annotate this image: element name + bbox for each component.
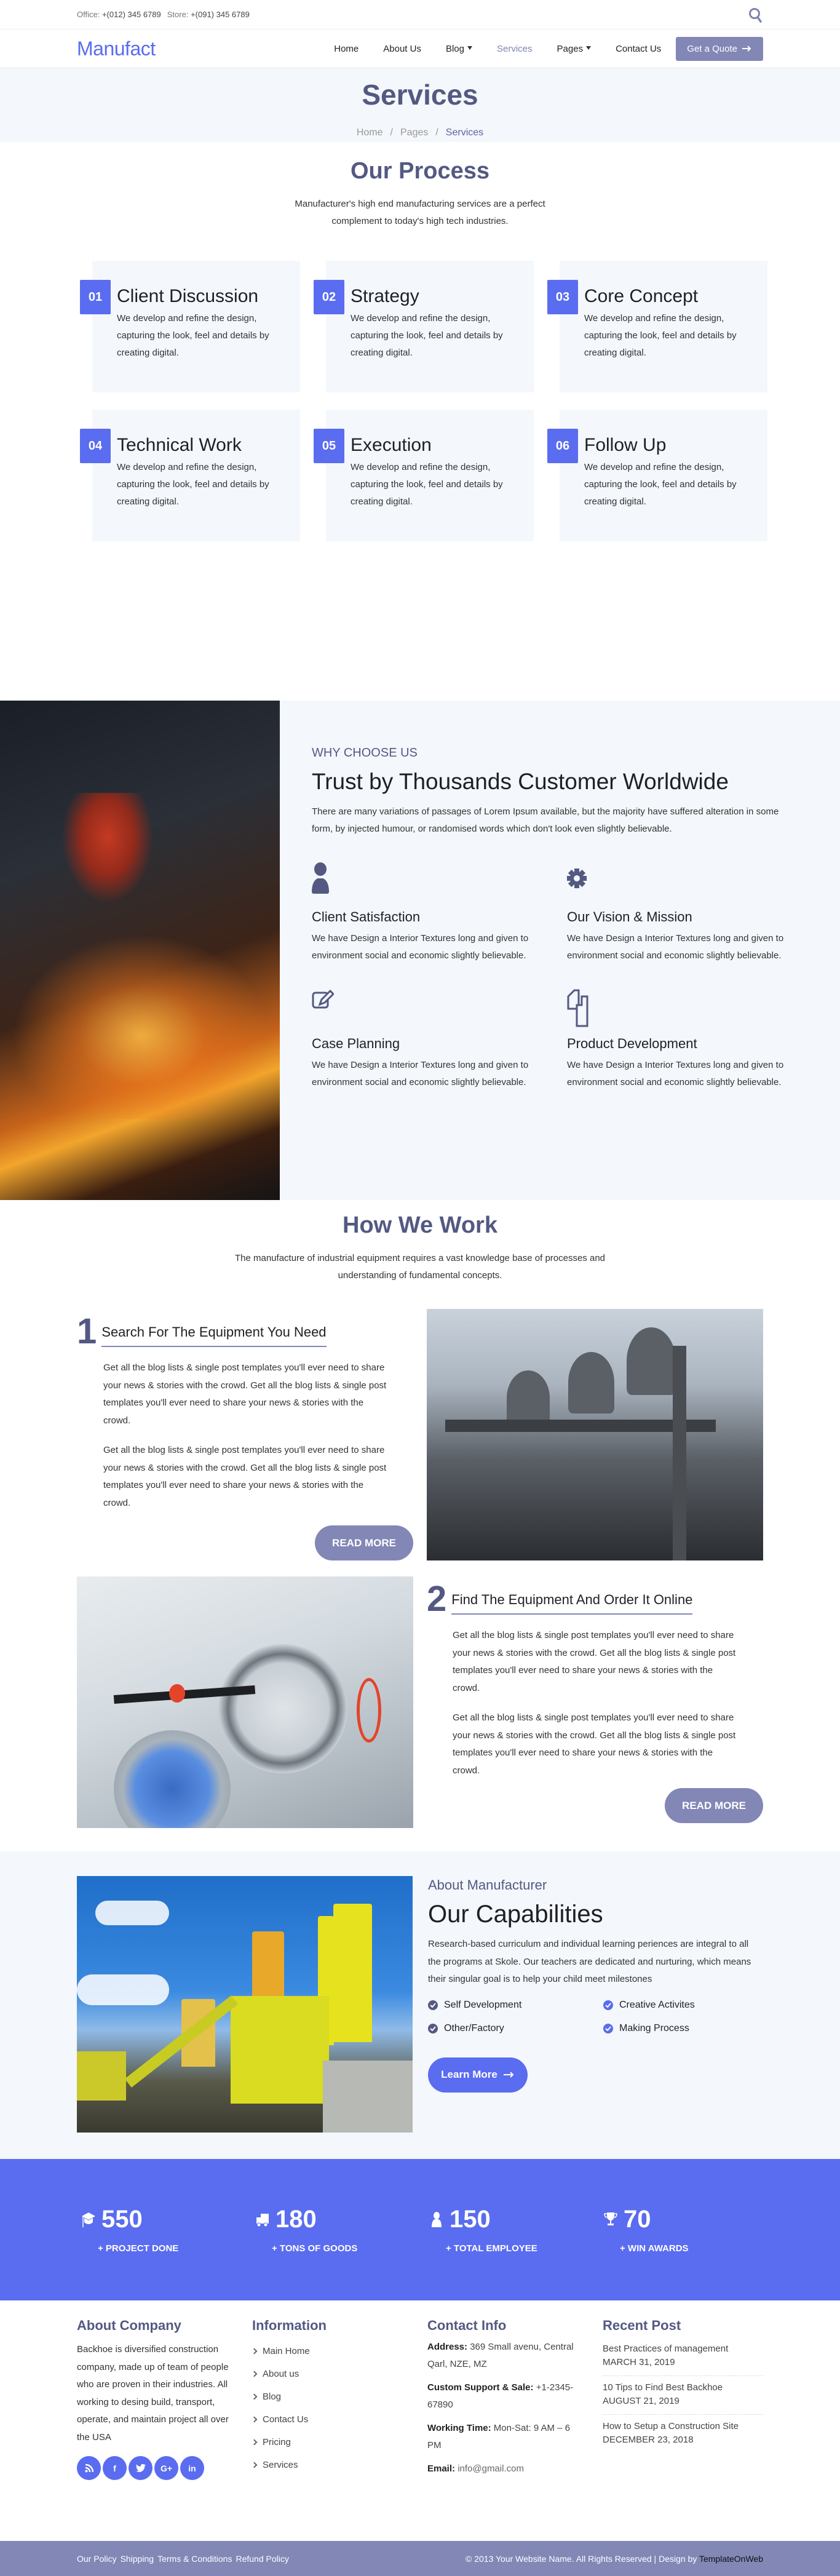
email-link[interactable]: info@gmail.com <box>458 2463 524 2474</box>
process-title: Our Process <box>351 158 489 184</box>
rss-icon[interactable] <box>77 2456 101 2480</box>
check-circle-icon <box>428 2024 438 2033</box>
google-plus-icon[interactable]: G+ <box>154 2456 178 2480</box>
chevron-right-icon <box>252 2462 258 2468</box>
chevron-right-icon <box>252 2371 258 2377</box>
learn-more-label: Learn More <box>441 2069 497 2080</box>
industrial-plant-image <box>427 1309 763 1560</box>
check-circle-icon <box>603 2024 613 2033</box>
why-text: There are many variations of passages of Lorem Ipsum available, but the majority have suffered alteration in some form, by injected humour, or randomised words which don't look even slightly believable. <box>312 806 779 834</box>
hours-value: Mon-Sat: 9 AM – 6 PM <box>427 2423 571 2451</box>
recent-post[interactable] <box>603 2376 764 2415</box>
nav-label: Services <box>497 43 533 54</box>
concrete-plant-image <box>77 1876 413 2133</box>
feature-text: We have Design a Interior Textures long and given to environment social and economic slightly believable. <box>567 933 784 961</box>
shipping-link[interactable] <box>121 2554 158 2564</box>
copy-icon <box>567 989 801 1024</box>
capabilities-list <box>428 2000 763 2034</box>
facebook-icon[interactable]: f <box>103 2456 127 2480</box>
worker-grinding-image <box>0 701 280 1200</box>
feature-text: We have Design a Interior Textures long and given to environment social and economic slightly believable. <box>312 933 529 961</box>
feature-text: We have Design a Interior Textures long and given to environment social and economic slightly believable. <box>567 1060 784 1087</box>
process-grid <box>88 261 763 541</box>
process-card-title: Follow Up <box>584 435 667 455</box>
store-label: Store: <box>167 10 189 19</box>
chevron-right-icon <box>252 2394 258 2400</box>
step-paragraph: Get all the blog lists & single post templates you'll ever need to share your news & stories with the crowd. Get all the blog lists & single post templates you'll ever need to share your news & stories with the crowd. <box>103 1362 387 1426</box>
contact-details <box>427 2339 603 2478</box>
edit-icon <box>312 989 567 1024</box>
nav-item-services[interactable] <box>485 44 545 54</box>
stat-value: 550 <box>101 2206 143 2233</box>
recent-post-title: Recent Post <box>603 2318 681 2333</box>
process-card <box>555 410 767 541</box>
nav-label: About Us <box>383 43 421 54</box>
graduation-cap-icon <box>82 2211 95 2228</box>
capabilities-eyebrow: About Manufacturer <box>428 1877 547 1893</box>
copyright-text: © 2013 Your Website Name. All Rights Reserved | Design by <box>466 2553 697 2564</box>
nav-label: Blog <box>445 43 464 54</box>
process-card-text: We develop and refine the design, capturing the look, feel and details by creating digital. <box>351 462 503 507</box>
stat-item <box>604 2206 778 2254</box>
link-label: Terms & Conditions <box>157 2553 232 2564</box>
support-label: Custom Support & Sale: <box>427 2382 534 2393</box>
arrow-right-icon <box>504 2072 515 2078</box>
feature-title: Our Vision & Mission <box>567 909 692 924</box>
footer-information <box>252 2318 427 2484</box>
user-icon <box>430 2211 443 2228</box>
caret-down-icon <box>467 46 472 50</box>
store-contact <box>167 10 250 19</box>
stat-label: + TOTAL EMPLOYEE <box>446 2243 537 2254</box>
process-card-title: Core Concept <box>584 286 699 306</box>
capability-item <box>428 2000 603 2011</box>
stat-item <box>430 2206 604 2254</box>
feature-title: Case Planning <box>312 1036 400 1051</box>
process-subtitle: Manufacturer's high end manufacturing services are a perfect complement to today's high tech industries. <box>295 199 545 226</box>
capability-label: Self Development <box>444 1999 522 2010</box>
footer-link-label: Blog <box>263 2391 282 2402</box>
breadcrumb-pages[interactable]: Pages <box>400 127 429 138</box>
process-number: 03 <box>547 280 578 314</box>
page-title: Services <box>362 79 478 111</box>
step-paragraph: Get all the blog lists & single post templates you'll ever need to share your news & stories with the crowd. Get all the blog lists & single post templates you'll ever need to share your news & stories with the crowd. <box>453 1712 736 1776</box>
footer-link-label: Main Home <box>263 2346 310 2356</box>
check-circle-icon <box>428 2000 438 2010</box>
caret-down-icon <box>586 46 591 50</box>
how-step-row <box>77 1576 763 1828</box>
feature-item <box>312 862 567 964</box>
capabilities-text: Research-based curriculum and individual learning periences are integral to all the programs at Skole. Our teachers are dedicated and nurturing, which means their singular goal is to help your child meet milestones <box>428 1939 751 1984</box>
step-body <box>77 1359 413 1512</box>
link-label: Our Policy <box>77 2553 117 2564</box>
footer-info-title: Information <box>252 2318 327 2333</box>
feature-title: Client Satisfaction <box>312 909 421 924</box>
nav-item-about[interactable] <box>371 44 434 54</box>
stat-label: + WIN AWARDS <box>620 2243 689 2254</box>
nav-item-pages[interactable] <box>545 44 604 54</box>
footer-about-text: Backhoe is diversified construction company, made up of team of people who are proven in their industries. All working to desing build, transport, operate, and maintain project all over the USA <box>77 2344 229 2443</box>
get-quote-button[interactable] <box>676 37 763 61</box>
trophy-icon <box>604 2211 617 2228</box>
breadcrumb-separator: / <box>390 127 393 138</box>
chevron-right-icon <box>252 2439 258 2446</box>
footer-links <box>252 2340 427 2476</box>
step-heading <box>77 1311 413 1351</box>
process-card-title: Client Discussion <box>117 286 259 306</box>
how-subtitle: The manufacture of industrial equipment requires a vast knowledge base of processes and understanding of fundamental concepts. <box>234 1253 605 1281</box>
office-label: Office: <box>77 10 100 19</box>
linkedin-icon[interactable]: in <box>180 2456 204 2480</box>
footer-link-services[interactable] <box>252 2454 427 2476</box>
how-step <box>77 1309 413 1560</box>
process-card-title: Technical Work <box>117 435 242 455</box>
page-header <box>0 68 840 142</box>
process-number: 05 <box>314 429 344 463</box>
winch-machine-image <box>77 1576 413 1828</box>
process-number: 02 <box>314 280 344 314</box>
post-date: AUGUST 21, 2019 <box>603 2396 680 2406</box>
contact-support <box>427 2379 578 2414</box>
process-number: 06 <box>547 429 578 463</box>
feature-item <box>312 989 567 1091</box>
breadcrumb <box>0 127 840 138</box>
top-contacts <box>77 10 250 19</box>
step-title: Search For The Equipment You Need <box>101 1324 326 1347</box>
stat-value: 150 <box>450 2206 491 2233</box>
search-icon[interactable] <box>748 7 763 22</box>
capability-item <box>428 2023 603 2034</box>
social-links <box>77 2456 252 2480</box>
capability-label: Creative Activites <box>619 1999 695 2010</box>
why-title: Trust by Thousands Customer Worldwide <box>312 769 729 794</box>
process-number: 01 <box>80 280 111 314</box>
footer-about <box>77 2318 252 2484</box>
logo[interactable]: Manufact <box>77 37 156 60</box>
process-card-text: We develop and refine the design, capturing the look, feel and details by creating digital. <box>584 313 737 358</box>
breadcrumb-home[interactable]: Home <box>356 127 383 138</box>
stats-band <box>0 2159 840 2300</box>
process-card <box>88 261 300 392</box>
nav-item-contact[interactable] <box>603 44 673 54</box>
chevron-right-icon <box>252 2348 258 2355</box>
contact-email <box>427 2460 578 2478</box>
capability-item <box>603 2023 763 2034</box>
capability-label: Making Process <box>619 2022 689 2033</box>
contact-hours <box>427 2420 578 2454</box>
footer-link-label: Pricing <box>263 2437 291 2447</box>
process-card <box>322 261 534 392</box>
process-card-title: Execution <box>351 435 432 455</box>
how-title: How We Work <box>343 1212 497 1238</box>
main-menu <box>322 37 763 61</box>
step-title: Find The Equipment And Order It Online <box>451 1591 692 1615</box>
link-label: Shipping <box>120 2553 154 2564</box>
main-navbar <box>0 30 840 68</box>
read-more-button[interactable]: READ MORE <box>315 1525 413 1560</box>
stat-label: + TONS OF GOODS <box>272 2243 358 2254</box>
worker-figure <box>61 793 154 904</box>
footer-link-main-home[interactable] <box>252 2340 427 2363</box>
footer-recent-posts <box>603 2318 763 2484</box>
footer-link-label: Services <box>263 2460 298 2470</box>
step-paragraph: Get all the blog lists & single post templates you'll ever need to share your news & stories with the crowd. Get all the blog lists & single post templates you'll ever need to share your news & stories with the crowd. <box>453 1630 736 1693</box>
office-contact <box>77 10 161 19</box>
why-choose-section <box>0 701 840 1200</box>
address-label: Address: <box>427 2342 468 2352</box>
capabilities-content <box>428 1876 763 2133</box>
designer-link[interactable]: TemplateOnWeb <box>699 2553 763 2564</box>
nav-label: Contact Us <box>616 43 662 54</box>
feature-item <box>567 989 801 1091</box>
recent-post[interactable] <box>603 2337 764 2376</box>
refund-policy-link[interactable] <box>236 2554 292 2564</box>
learn-more-button[interactable] <box>428 2057 528 2093</box>
footer-contact-title: Contact Info <box>427 2318 507 2333</box>
footer-link-blog[interactable] <box>252 2385 427 2408</box>
gear-icon <box>567 862 801 897</box>
truck-icon <box>256 2212 269 2227</box>
step-body <box>427 1627 763 1779</box>
why-eyebrow: WHY CHOOSE US <box>312 746 418 760</box>
stat-label: + PROJECT DONE <box>98 2243 179 2254</box>
feature-text: We have Design a Interior Textures long and given to environment social and economic slightly believable. <box>312 1060 529 1087</box>
capabilities-section <box>0 1851 840 2159</box>
recent-post-list <box>603 2337 763 2453</box>
process-card-text: We develop and refine the design, capturing the look, feel and details by creating digital. <box>351 313 503 358</box>
nav-label: Home <box>334 43 359 54</box>
footer-link-contact[interactable] <box>252 2408 427 2431</box>
step-number: 1 <box>77 1311 97 1351</box>
get-quote-label: Get a Quote <box>687 43 737 54</box>
feature-title: Product Development <box>567 1036 697 1051</box>
breadcrumb-separator: / <box>435 127 438 138</box>
step-number: 2 <box>427 1579 447 1619</box>
capability-label: Other/Factory <box>444 2022 504 2033</box>
policy-links <box>77 2554 293 2564</box>
how-step <box>427 1576 763 1828</box>
copyright <box>466 2554 763 2564</box>
twitter-icon[interactable] <box>129 2456 153 2480</box>
recent-post[interactable] <box>603 2415 764 2453</box>
post-date: DECEMBER 23, 2018 <box>603 2435 694 2445</box>
check-circle-icon <box>603 2000 613 2010</box>
step-heading <box>427 1579 763 1619</box>
office-phone[interactable]: +(012) 345 6789 <box>101 10 161 19</box>
process-number: 04 <box>80 429 111 463</box>
read-more-button[interactable]: READ MORE <box>665 1788 763 1823</box>
nav-label: Pages <box>557 43 584 54</box>
how-we-work-section <box>0 1200 840 1828</box>
stat-value: 70 <box>624 2206 651 2233</box>
footer-link-label: Contact Us <box>263 2414 309 2425</box>
terms-link[interactable] <box>157 2554 236 2564</box>
feature-item <box>567 862 801 964</box>
stat-item <box>256 2206 430 2254</box>
link-label: Refund Policy <box>236 2553 289 2564</box>
process-card <box>88 410 300 541</box>
nav-item-home[interactable] <box>322 44 371 54</box>
why-content <box>280 701 784 1200</box>
footer-contact <box>427 2318 603 2484</box>
chevron-right-icon <box>252 2417 258 2423</box>
email-label: Email: <box>427 2463 456 2474</box>
support-value[interactable]: +1-2345-67890 <box>427 2382 574 2410</box>
features-grid <box>312 862 784 1091</box>
capability-item <box>603 2000 763 2011</box>
contact-address <box>427 2339 578 2373</box>
our-policy-link[interactable] <box>77 2554 121 2564</box>
store-phone[interactable]: +(091) 345 6789 <box>191 10 250 19</box>
sparks <box>12 934 271 1119</box>
how-step-row <box>77 1309 763 1560</box>
post-date: MARCH 31, 2019 <box>603 2357 675 2367</box>
capabilities-title: Our Capabilities <box>428 1901 603 1928</box>
footer-link-about[interactable] <box>252 2363 427 2385</box>
address-value: 369 Small avenu, Central Qarl, NZE, MZ <box>427 2342 574 2369</box>
arrow-right-icon <box>742 46 752 52</box>
user-icon <box>312 862 567 897</box>
nav-item-blog[interactable] <box>434 44 485 54</box>
process-card-text: We develop and refine the design, capturing the look, feel and details by creating digital. <box>117 462 269 507</box>
hours-label: Working Time: <box>427 2423 491 2433</box>
bottom-bar <box>0 2541 840 2576</box>
process-section <box>0 142 840 701</box>
process-card-text: We develop and refine the design, capturing the look, feel and details by creating digital. <box>584 462 737 507</box>
stat-value: 180 <box>275 2206 317 2233</box>
footer <box>0 2300 840 2541</box>
process-card-text: We develop and refine the design, capturing the look, feel and details by creating digital. <box>117 313 269 358</box>
breadcrumb-current: Services <box>445 127 484 138</box>
post-title: Best Practices of management <box>603 2343 729 2354</box>
post-title: 10 Tips to Find Best Backhoe <box>603 2382 723 2393</box>
process-card <box>555 261 767 392</box>
footer-link-pricing[interactable] <box>252 2431 427 2454</box>
footer-about-title: About Company <box>77 2318 181 2333</box>
top-bar <box>0 0 840 30</box>
process-card-title: Strategy <box>351 286 419 306</box>
footer-link-label: About us <box>263 2369 299 2379</box>
process-card <box>322 410 534 541</box>
post-title: How to Setup a Construction Site <box>603 2421 739 2431</box>
step-paragraph: Get all the blog lists & single post templates you'll ever need to share your news & stories with the crowd. Get all the blog lists & single post templates you'll ever need to share your news & stories with the crowd. <box>103 1445 387 1508</box>
stat-item <box>82 2206 256 2254</box>
